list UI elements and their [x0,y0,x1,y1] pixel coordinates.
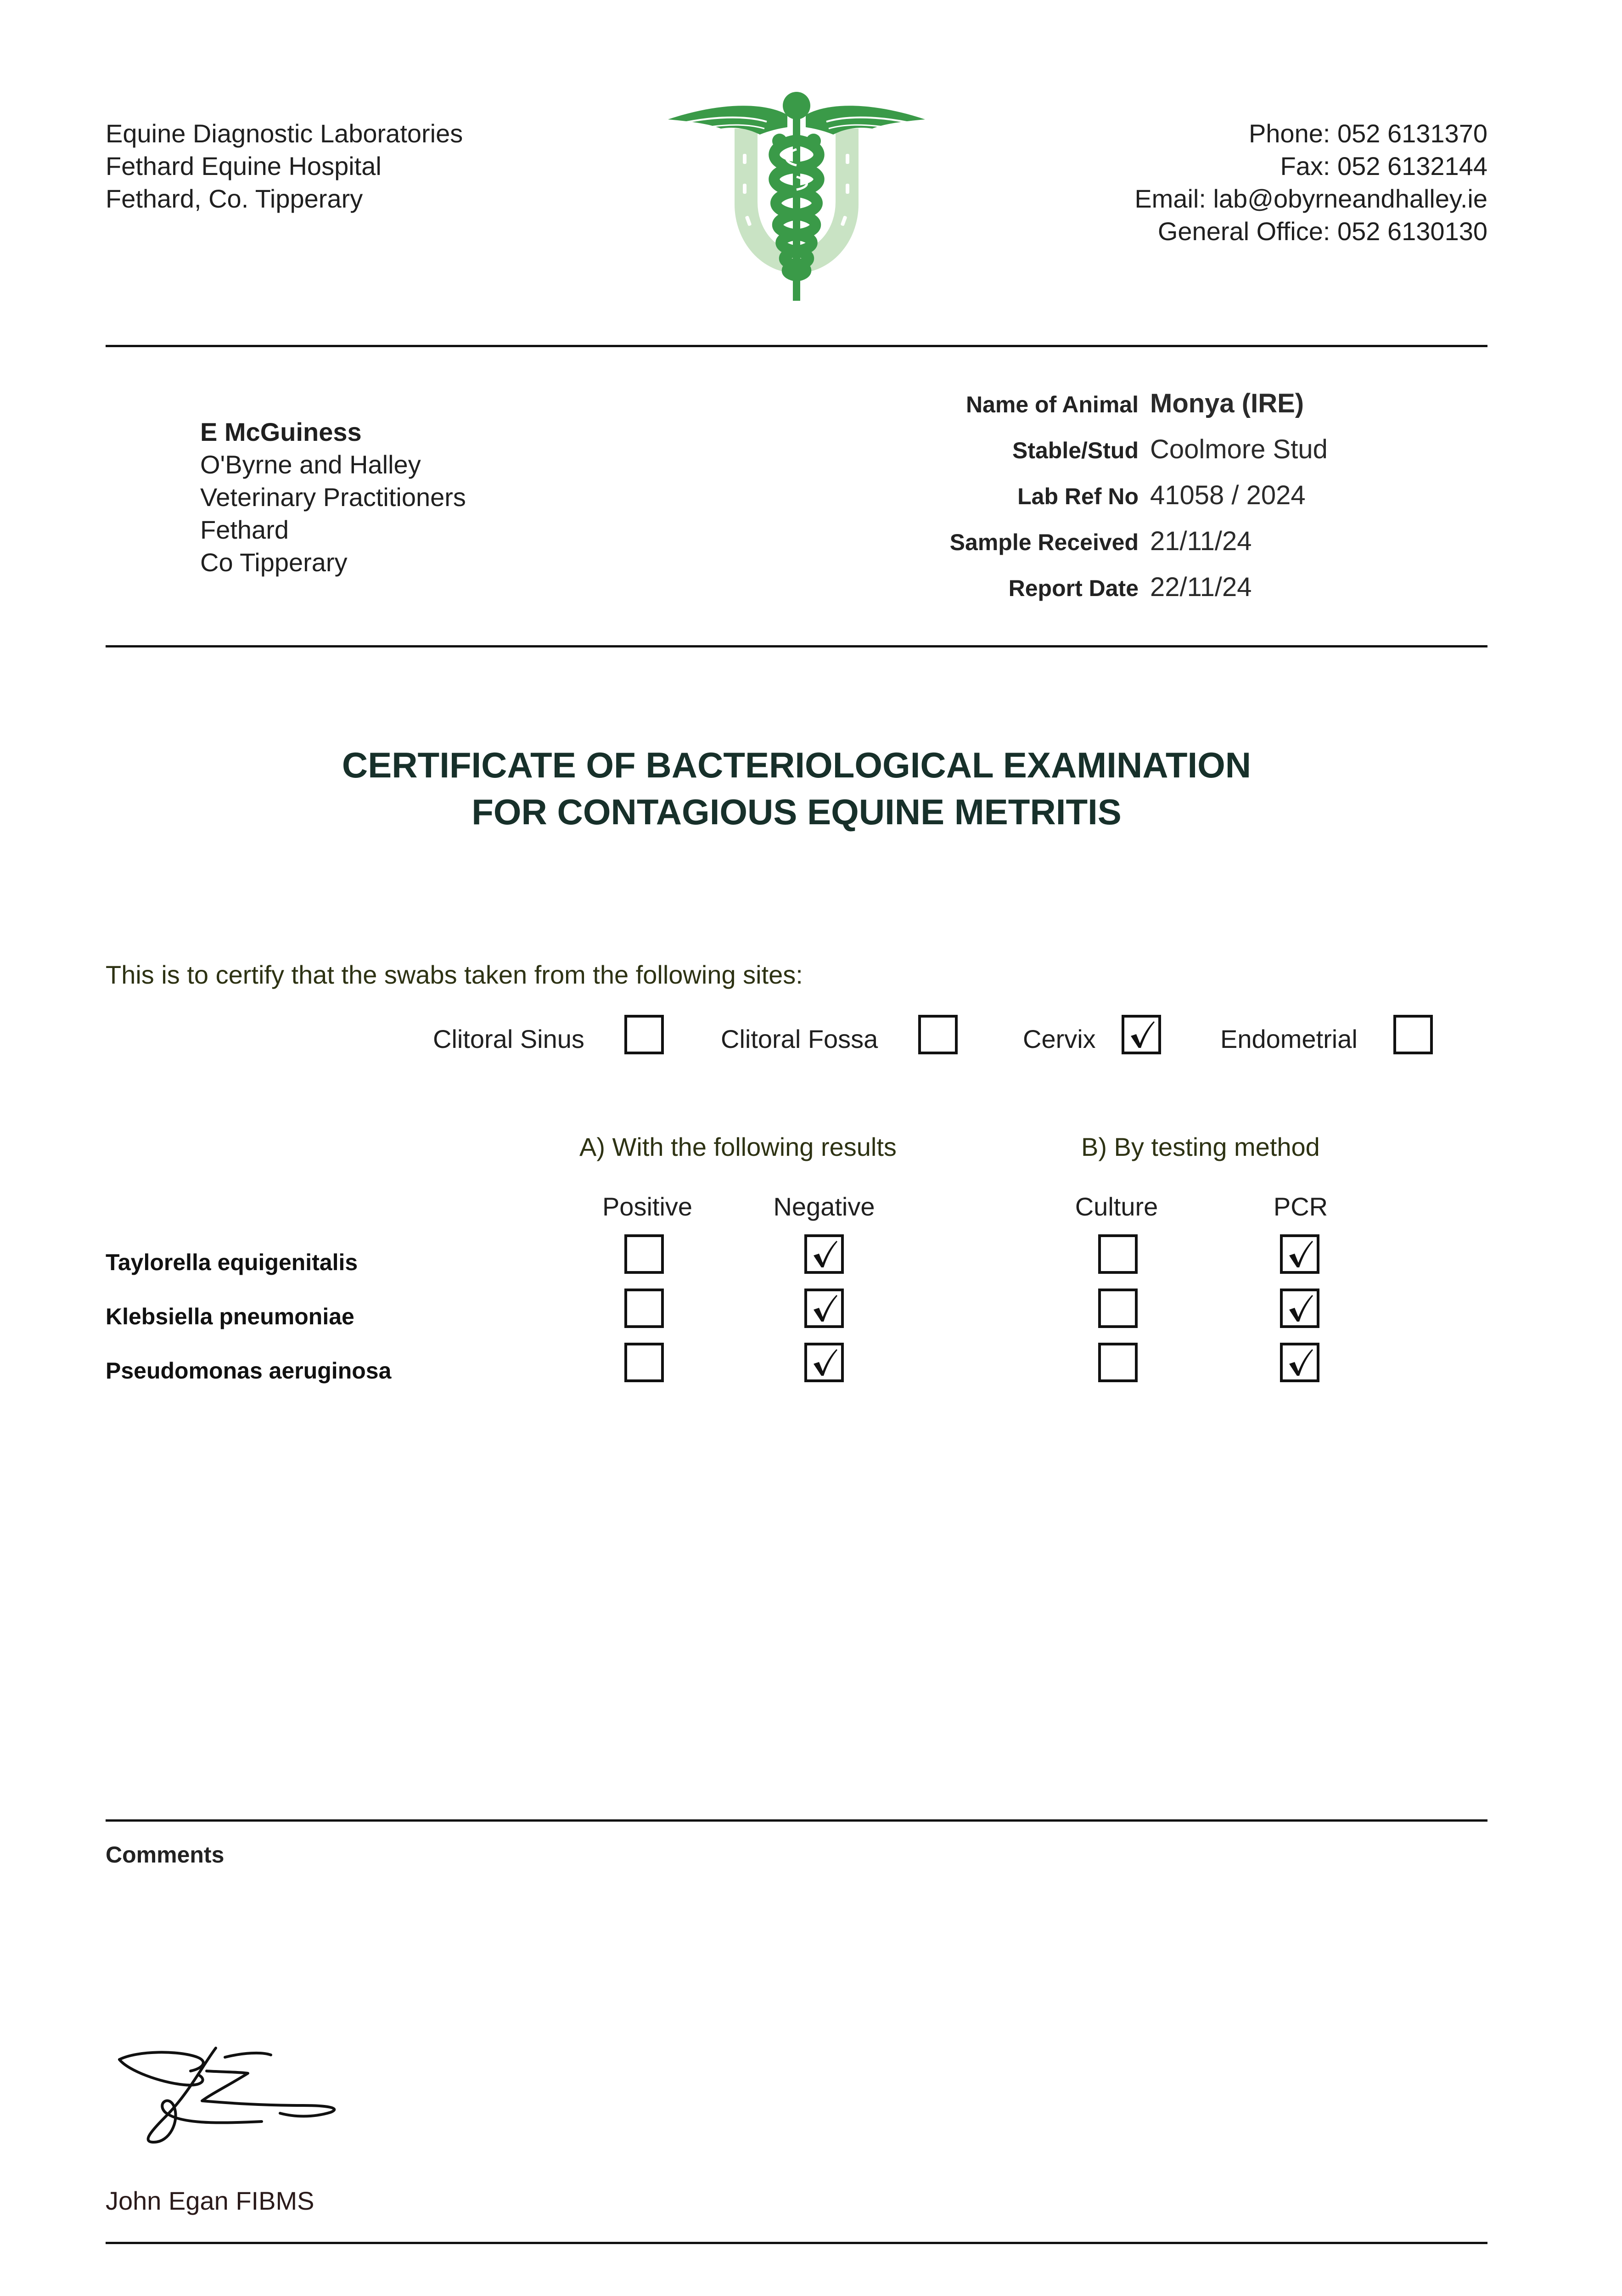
caduceus-horseshoe-logo [666,85,927,310]
email-address: Email: lab@obyrneandhalley.ie [1134,184,1487,213]
lab-location: Fethard, Co. Tipperary [106,184,363,213]
fax-number: Fax: 052 6132144 [1280,152,1487,180]
details-divider [106,645,1487,647]
recipient-line: Fethard [200,515,289,544]
checkmark-icon [1124,1018,1158,1052]
checkbox-pcr[interactable] [1280,1289,1319,1328]
recipient-line: Veterinary Practitioners [200,483,466,512]
column-culture: Culture [1075,1192,1158,1221]
comments-label: Comments [106,1842,224,1868]
organism-label: Klebsiella pneumoniae [106,1304,354,1329]
comments-divider [106,1819,1487,1822]
column-negative: Negative [773,1192,875,1221]
checkbox-culture[interactable] [1098,1234,1138,1274]
checkbox-cervix[interactable] [1122,1015,1161,1054]
detail-label: Lab Ref No [1017,484,1139,509]
detail-row-received [872,526,1469,572]
recipient-address [200,416,466,579]
title-line-2: FOR CONTAGIOUS EQUINE METRITIS [471,792,1122,832]
footer-divider [106,2242,1487,2244]
checkbox-positive[interactable] [624,1234,664,1274]
animal-name-value: Monya (IRE) [1150,388,1304,418]
certify-statement: This is to certify that the swabs taken from the following sites: [106,960,803,989]
detail-row-animal [872,388,1469,434]
lab-contact [1134,117,1487,248]
detail-label: Sample Received [949,529,1139,555]
general-office-number: General Office: 052 6130130 [1157,217,1487,246]
checkbox-positive[interactable] [624,1343,664,1382]
phone-number: Phone: 052 6131370 [1248,119,1487,148]
lab-name: Equine Diagnostic Laboratories [106,119,463,148]
checkmark-icon [807,1237,841,1271]
checkbox-clitoral-fossa[interactable] [918,1015,958,1054]
recipient-line: O'Byrne and Halley [200,450,421,479]
site-label-clitoral-sinus: Clitoral Sinus [433,1024,584,1053]
sample-details [872,388,1469,618]
checkbox-culture[interactable] [1098,1343,1138,1382]
checkbox-pcr[interactable] [1280,1234,1319,1274]
results-section-heading: A) With the following results [579,1132,897,1161]
checkmark-icon [1283,1237,1317,1271]
signatory-name: John Egan FIBMS [106,2186,314,2215]
checkbox-positive[interactable] [624,1289,664,1328]
site-label-endometrial: Endometrial [1220,1024,1358,1053]
organism-label: Pseudomonas aeruginosa [106,1358,392,1384]
lab-ref-value: 41058 / 2024 [1150,480,1306,510]
certificate-title [106,742,1487,835]
recipient-name: E McGuiness [200,417,362,446]
organism-label: Taylorella equigenitalis [106,1249,358,1275]
method-section-heading: B) By testing method [1081,1132,1320,1161]
checkmark-icon [807,1345,841,1379]
site-label-clitoral-fossa: Clitoral Fossa [721,1024,878,1053]
sample-received-value: 21/11/24 [1150,526,1252,556]
detail-row-labref [872,480,1469,526]
stable-value: Coolmore Stud [1150,434,1328,464]
column-positive: Positive [602,1192,693,1221]
report-date-value: 22/11/24 [1150,572,1252,602]
detail-row-report-date [872,572,1469,618]
lab-address [106,117,463,215]
detail-row-stable [872,434,1469,480]
detail-label: Report Date [1008,575,1139,601]
header-divider [106,345,1487,347]
column-pcr: PCR [1273,1192,1328,1221]
checkbox-culture[interactable] [1098,1289,1138,1328]
checkbox-negative[interactable] [804,1343,844,1382]
detail-label: Name of Animal [965,392,1139,417]
detail-label: Stable/Stud [1012,438,1139,463]
recipient-line: Co Tipperary [200,548,348,577]
checkbox-endometrial[interactable] [1393,1015,1433,1054]
checkbox-negative[interactable] [804,1289,844,1328]
checkmark-icon [1283,1291,1317,1325]
checkbox-negative[interactable] [804,1234,844,1274]
signature-image [110,2039,344,2149]
checkmark-icon [1283,1345,1317,1379]
checkbox-clitoral-sinus[interactable] [624,1015,664,1054]
site-label-cervix: Cervix [1023,1024,1096,1053]
checkmark-icon [807,1291,841,1325]
lab-hospital: Fethard Equine Hospital [106,152,382,180]
title-line-1: CERTIFICATE OF BACTERIOLOGICAL EXAMINATION [342,745,1252,785]
checkbox-pcr[interactable] [1280,1343,1319,1382]
